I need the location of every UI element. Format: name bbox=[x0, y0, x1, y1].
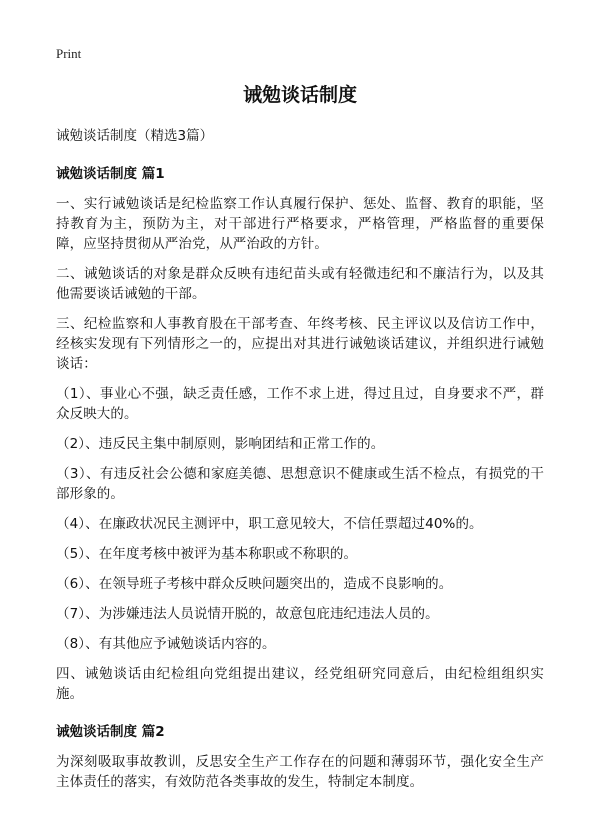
list-item-6: （6）、在领导班子考核中群众反映问题突出的，造成不良影响的。 bbox=[56, 576, 453, 592]
document-subtitle: 诫勉谈话制度（精选3篇） bbox=[56, 128, 214, 144]
list-item-3: （3）、有违反社会公德和家庭美德、思想意识不健康或生活不检点，有损党的干部形象的。 bbox=[56, 466, 544, 502]
list-item-7: （7）、为涉嫌违法人员说情开脱的，故意包庇违纪违法人员的。 bbox=[56, 606, 439, 622]
list-item-5: （5）、在年度考核中被评为基本称职或不称职的。 bbox=[56, 546, 358, 562]
section-heading: 诫勉谈话制度 篇2 bbox=[56, 724, 165, 740]
section-heading: 诫勉谈话制度 篇1 bbox=[56, 166, 165, 182]
paragraph-2: 二、诫勉谈话的对象是群众反映有违纪苗头或有轻微违纪和不廉洁行为，以及其他需要谈话诫勉的干部。 bbox=[56, 266, 544, 302]
list-item-2: （2）、违反民主集中制原则，影响团结和正常工作的。 bbox=[56, 436, 385, 452]
paragraph-3: 三、纪检监察和人事教育股在干部考查、年终考核、民主评议以及信访工作中，经核实发现有下列情形之一的，应提出对其进行诫勉谈话建议，并组织进行诫勉谈话： bbox=[56, 316, 544, 372]
section-1 bbox=[56, 164, 544, 704]
paragraph-1: 为深刻吸取事故教训，反思安全生产工作存在的问题和薄弱环节，强化安全生产主体责任的落实，有效防范各类事故的发生，特制定本制度。 bbox=[56, 754, 544, 790]
list-item-8: （8）、有其他应予诫勉谈话内容的。 bbox=[56, 636, 276, 652]
section-2 bbox=[56, 722, 544, 792]
paragraph-1: 一、实行诫勉谈话是纪检监察工作认真履行保护、惩处、监督、教育的职能，坚持教育为主，预防为主，对干部进行严格要求，严格管理，严格监督的重要保障，应坚持贯彻从严治党，从严治政的方针。 bbox=[56, 196, 544, 252]
list-item-4: （4）、在廉政状况民主测评中，职工意见较大，不信任票超过40%的。 bbox=[56, 516, 483, 532]
list-item-1: （1）、事业心不强，缺乏责任感，工作不求上进，得过且过，自身要求不严，群众反映大的。 bbox=[56, 386, 544, 422]
print-link[interactable]: Print bbox=[56, 46, 82, 61]
page-title: 诫勉谈话制度 bbox=[242, 84, 357, 106]
paragraph-4: 四、诫勉谈话由纪检组向党组提出建议，经党组研究同意后，由纪检组组织实施。 bbox=[56, 666, 544, 702]
